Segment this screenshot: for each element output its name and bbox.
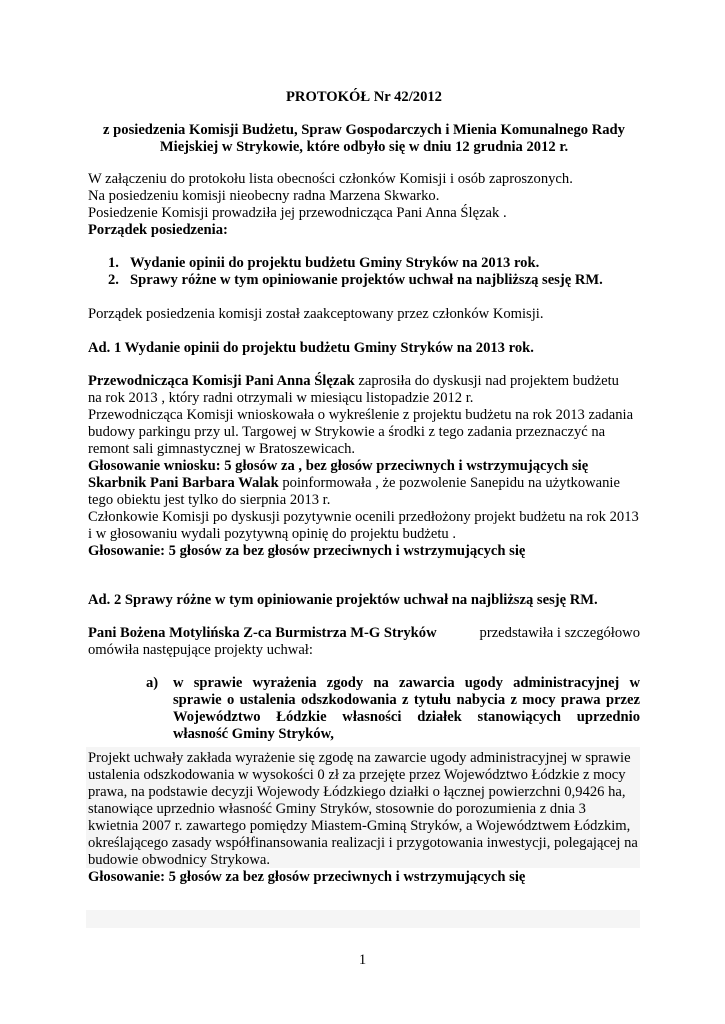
ad1-p1: Przewodnicząca Komisji Pani Anna Ślęzak zaprosiła do dyskusji nad projektem budżetu — [88, 373, 619, 389]
project-description-line: Projekt uchwały zakłada wyrażenie się zgodę na zawarcie ugody administracyjnej w sprawie — [88, 750, 631, 766]
treasurer-name: Skarbnik Pani Barbara Walak — [88, 475, 279, 491]
intro-paragraph — [88, 171, 640, 239]
document-subtitle — [88, 122, 640, 156]
project-description-line: stanowiące uprzednio własność Gminy Stryków, stosownie do porozumienia z dnia 3 — [88, 801, 586, 817]
subtitle-line: z posiedzenia Komisji Budżetu, Spraw Gospodarczych i Mienia Komunalnego Rady — [103, 122, 625, 138]
ad1-heading: Ad. 1 Wydanie opinii do projektu budżetu Gminy Stryków na 2013 rok. — [88, 340, 534, 356]
ad1-p2-line: budowy parkingu przy ul. Targowej w Strykowie a środki z tego zadania przeznaczyć na — [88, 424, 606, 440]
item-text: w sprawie wyrażenia zgody na zawarcia ugody administracyjnej w sprawie o ustalenia odszkodowania z tytułu nabycia z mocy prawa przez Województwo Łódzkie własności działek stanowiących uprzednio własność Gminy Stryków, — [173, 675, 640, 742]
ad1-vote-1: Głosowanie wniosku: 5 głosów za , bez głosów przeciwnych i wstrzymujących się — [88, 458, 589, 474]
ad1-p2-line: remont sali gimnastycznej w Bratoszewicach. — [88, 441, 356, 457]
intro-line: Na posiedzeniu komisji nieobecny radna Marzena Skwarko. — [88, 188, 440, 204]
subtitle-line: Miejskiej w Strykowie, które odbyło się w dniu 12 grudnia 2012 r. — [159, 139, 569, 155]
project-description-line: kwietnia 2007 r. zawartego pomiędzy Miastem-Gminą Stryków, a Województwem Łódzkim, — [88, 818, 631, 834]
project-description — [88, 750, 640, 886]
project-description-line: budowie obwodnicy Strykowa. — [88, 852, 270, 868]
project-description-line: prawa, na podstawie decyzji Wojewody Łódzkiego działki o łącznej powierzchni 0,9426 ha, — [88, 784, 626, 800]
intro-line: W załączeniu do protokołu lista obecności członków Komisji i osób zaproszonych. — [88, 171, 573, 187]
ad2-p1: Pani Bożena Motylińska Z-ca Burmistrza M-G Stryków przedstawiła i szczegółowo — [88, 625, 640, 641]
intro-line: Posiedzenie Komisji prowadziła jej przewodnicząca Pani Anna Ślęzak . — [88, 205, 507, 221]
agenda-item-text: Wydanie opinii do projektu budżetu Gminy Stryków na 2013 rok. — [130, 255, 540, 271]
ad1-p3: Skarbnik Pani Barbara Walak poinformowała , że pozwolenie Sanepidu na użytkowanie — [88, 475, 620, 491]
project-description-line: określającego zasady współfinansowania realizacji i przygotowania inwestycji, polegającej na — [88, 835, 638, 851]
ad2-heading: Ad. 2 Sprawy różne w tym opiniowanie projektów uchwał na najbliższą sesję RM. — [88, 592, 598, 608]
ad2-intro: Pani Bożena Motylińska Z-ca Burmistrza M-G Stryków przedstawiła i szczegółowo omówiła następujące projekty uchwał: — [88, 625, 640, 658]
empty-shade-band — [86, 910, 640, 928]
agenda-item — [108, 272, 640, 289]
ad2-vote: Głosowanie: 5 głosów za bez głosów przeciwnych i wstrzymujących się — [88, 869, 526, 885]
agenda-item-number: 2. — [108, 272, 119, 288]
agenda-item — [108, 255, 640, 272]
item-label: a) — [146, 675, 159, 691]
deputy-mayor-name: Pani Bożena Motylińska Z-ca Burmistrza M-G Stryków — [88, 625, 437, 641]
agenda-accepted: Porządek posiedzenia komisji został zaakceptowany przez członków Komisji. — [88, 306, 544, 322]
ad1-p2-line: Przewodnicząca Komisji wnioskowała o wykreślenie z projektu budżetu na rok 2013 zadania — [88, 407, 634, 423]
agenda-list — [108, 255, 640, 289]
ad1-p4-line: i w głosowaniu wydali pozytywną opinię do projektu budżetu . — [88, 526, 457, 542]
page-number: 1 — [358, 952, 367, 968]
agenda-item-number: 1. — [108, 255, 119, 271]
ad1-p4-line: Członkowie Komisji po dyskusji pozytywnie ocenili przedłożony projekt budżetu na rok 2013 — [88, 509, 639, 525]
agenda-heading: Porządek posiedzenia: — [88, 222, 228, 238]
document-title: PROTOKÓŁ Nr 42/2012 — [286, 89, 442, 105]
ad1-vote-2: Głosowanie: 5 głosów za bez głosów przeciwnych i wstrzymujących się — [88, 543, 526, 559]
ad1-body: Przewodnicząca Komisji Pani Anna Ślęzak zaprosiła do dyskusji nad projektem budżetu na rok 2013 , który radni otrzymali w miesiącu listopadzie 2012 r. Przewodnicząca Komisji wnioskowała o wykreślenie z projektu budżetu na rok 2013 zadania budowy parkingu przy ul. Targowej w Strykowie a środki z tego zadania przeznaczyć na remont sali gimnastycznej w Bratoszewicach. Głosowanie wniosku: 5 głosów za , bez głosów przeciwnych i wstrzymujących się Skarbnik Pani Barbara Walak poinformowała , że pozwolenie Sanepidu na użytkowanie tego obiektu jest tylko do sierpnia 2013 r. Członkowie Komisji po dyskusji pozytywnie ocenili przedłożony projekt budżetu na rok 2013 i w głosowaniu wydali pozytywną opinię do projektu budżetu . Głosowanie: 5 głosów za bez głosów przeciwnych i wstrzymujących się — [88, 373, 639, 559]
chairwoman-name: Przewodnicząca Komisji Pani Anna Ślęzak — [88, 373, 355, 389]
project-description-line: ustalenia odszkodowania w wysokości 0 zł za przejęte przez Województwo Łódzkie z mocy — [88, 767, 626, 783]
agenda-item-text: Sprawy różne w tym opiniowanie projektów uchwał na najbliższą sesję RM. — [130, 272, 603, 288]
